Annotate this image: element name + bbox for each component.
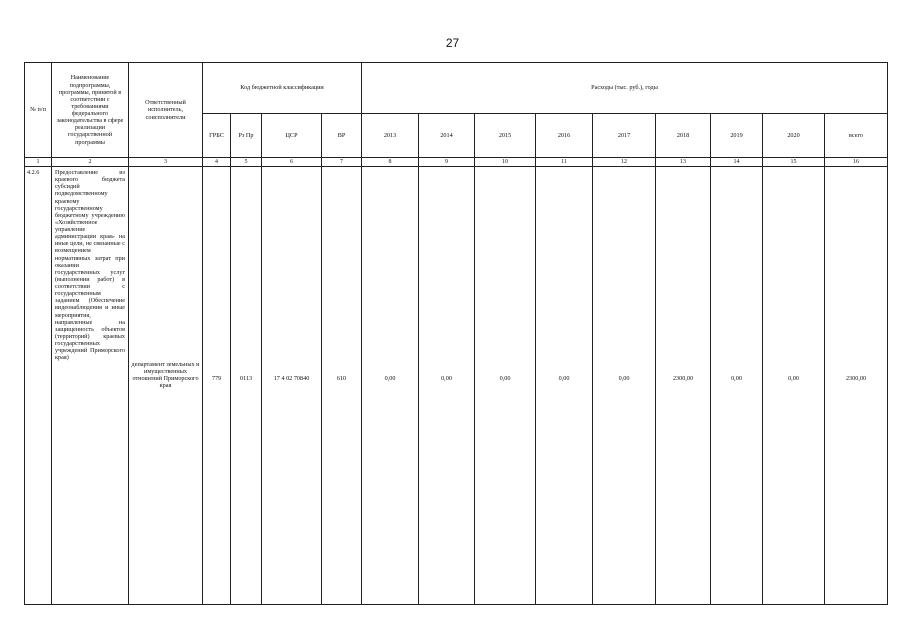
- header-year: 2013: [362, 114, 419, 158]
- page-number: 27: [445, 36, 460, 50]
- column-number: 12: [593, 158, 656, 167]
- header-csr: ЦСР: [262, 114, 322, 158]
- column-number: 1: [25, 158, 52, 167]
- header-no: № п/п: [25, 63, 52, 158]
- row-number: 4.2.6: [25, 167, 52, 605]
- column-number: 14: [711, 158, 763, 167]
- row-name: Предоставление из краевого бюджета субсидий подведомственному краевому государственному бюджетному учреждению «Хозяйственное управление администрации края» на иные цели, не связанные с возмещением нормативных затрат при оказании государственных услуг (выполнении работ) в соответствии с государственным заданием (Обеспечение видеонаблюдения и иные мероприятия, направленные на защищенность объектов (территорий) краевых государственных учреждений Приморского края): [52, 167, 129, 605]
- header-year: 2015: [475, 114, 536, 158]
- row-value: 2300,00: [656, 167, 711, 605]
- column-number: 10: [475, 158, 536, 167]
- row-grbs: 779: [203, 167, 231, 605]
- header-year: 2016: [536, 114, 593, 158]
- column-number: 9: [419, 158, 475, 167]
- column-number: 16: [825, 158, 888, 167]
- header-budget-code: Код бюджетной классификации: [203, 63, 362, 114]
- header-name: Наименование подпрограммы, программы, принятой в соответствии с требованиями федерального законодательства в сфере реализации государственной программы: [52, 63, 129, 158]
- header-year: 2019: [711, 114, 763, 158]
- budget-table: [24, 62, 888, 605]
- column-number: 5: [231, 158, 262, 167]
- column-number: 6: [262, 158, 322, 167]
- row-csr: 17 4 02 70840: [262, 167, 322, 605]
- column-number: 11: [536, 158, 593, 167]
- row-value: 0,00: [763, 167, 825, 605]
- column-number: 2: [52, 158, 129, 167]
- row-value: 0,00: [362, 167, 419, 605]
- row-value: 0,00: [419, 167, 475, 605]
- row-rzpr: 0113: [231, 167, 262, 605]
- header-grbs: ГРБС: [203, 114, 231, 158]
- header-year: 2017: [593, 114, 656, 158]
- header-rzpr: Рз Пр: [231, 114, 262, 158]
- column-number: 15: [763, 158, 825, 167]
- header-year: 2020: [763, 114, 825, 158]
- header-year: 2018: [656, 114, 711, 158]
- row-total: 2300,00: [825, 167, 888, 605]
- header-vr: ВР: [322, 114, 362, 158]
- column-number: 3: [129, 158, 203, 167]
- row-value: 0,00: [475, 167, 536, 605]
- header-year: 2014: [419, 114, 475, 158]
- row-responsible: департамент земельных и имущественных отношений Приморского края: [129, 167, 203, 605]
- column-number: 13: [656, 158, 711, 167]
- row-vr: 610: [322, 167, 362, 605]
- row-value: 0,00: [536, 167, 593, 605]
- header-expenses: Расходы (тыс. руб.), годы: [362, 63, 888, 114]
- header-total: всего: [825, 114, 888, 158]
- column-number: 8: [362, 158, 419, 167]
- header-responsible: Ответственный исполнитель, соисполнители: [129, 63, 203, 158]
- column-number: 7: [322, 158, 362, 167]
- row-value: 0,00: [711, 167, 763, 605]
- column-number: 4: [203, 158, 231, 167]
- row-value: 0,00: [593, 167, 656, 605]
